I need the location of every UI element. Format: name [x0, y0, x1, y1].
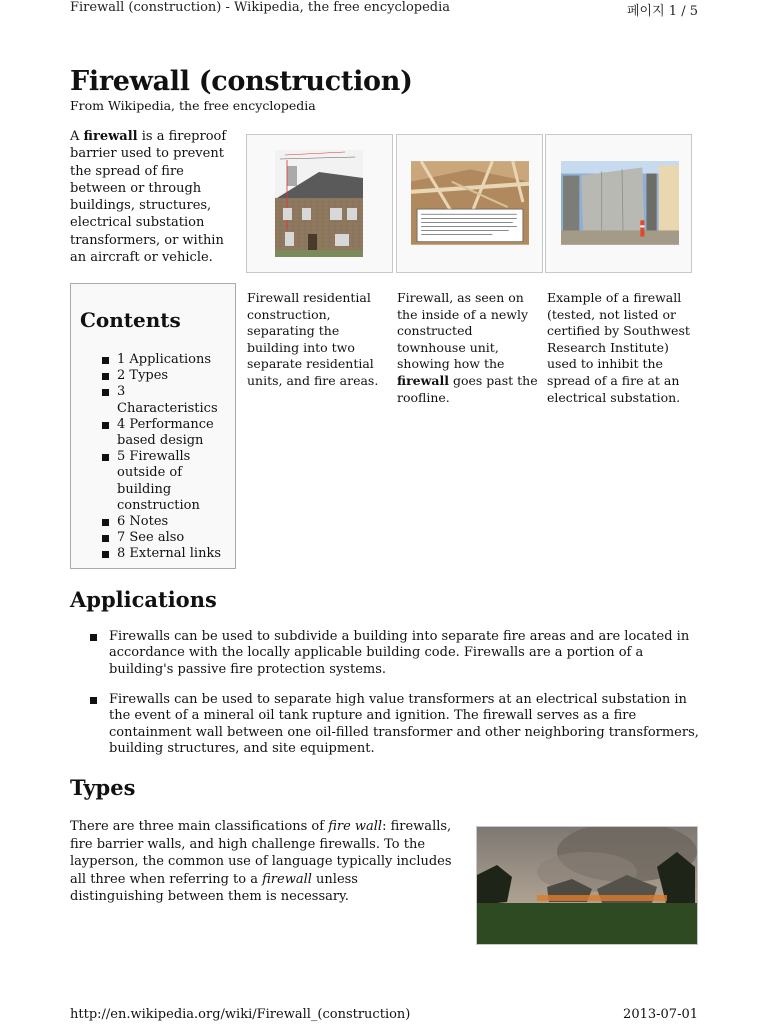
- burning-building-photo: [477, 827, 697, 944]
- thumbnail-fire[interactable]: [476, 826, 698, 945]
- intro-firewall-link[interactable]: firewall: [83, 129, 138, 144]
- caption-substation: Example of a firewall (tested, not listed or certified by Southwest Research Institute) used to inhibit the spread of a fire at an electrical substation.: [547, 290, 690, 405]
- caption-townhouse: Firewall, as seen on the inside of a newly constructed townhouse unit, showing how the firewall goes past the roofline.: [397, 290, 538, 405]
- toc-item-see-also[interactable]: 7 See also: [101, 530, 225, 546]
- print-header-title: Firewall (construction) - Wikipedia, the free encyclopedia: [70, 0, 451, 15]
- toc-item-types[interactable]: 2 Types: [101, 368, 225, 384]
- toc-item-notes[interactable]: 6 Notes: [101, 514, 225, 530]
- intro-paragraph: A firewall is a fireproof barrier used to prevent the spread of fire between or through buildings, structures, electrical substation transformers, or within an aircraft or vehicle.: [70, 129, 227, 266]
- footer-date: 2013-07-01: [623, 1007, 698, 1022]
- list-item: Firewalls can be used to subdivide a building into separate fire areas and are located in accordance with the locally applicable building code. Firewalls are a portion of a building's passive fire protection systems.: [90, 629, 700, 678]
- table-of-contents: [70, 283, 236, 569]
- toc-item-applications[interactable]: 1 Applications: [101, 352, 225, 368]
- caption-residential: Firewall residential construction, separating the building into two separate residential units, and fire areas.: [247, 290, 379, 388]
- house-photo: [275, 150, 363, 257]
- toc-item-characteristics[interactable]: 3 Characteristics: [101, 384, 225, 416]
- thumbnail-residential-firewall[interactable]: [246, 134, 393, 273]
- page-title: Firewall (construction): [70, 66, 413, 97]
- toc-item-performance[interactable]: 4 Performance based design: [101, 417, 225, 449]
- thumbnail-substation-firewall[interactable]: [545, 134, 692, 273]
- page-subtitle: From Wikipedia, the free encyclopedia: [70, 98, 316, 113]
- toc-item-external-links[interactable]: 8 External links: [101, 546, 225, 562]
- footer-url: http://en.wikipedia.org/wiki/Firewall_(construction): [70, 1007, 411, 1022]
- section-heading-applications: Applications: [70, 587, 217, 612]
- page-indicator: 페이지 1 / 5: [627, 4, 698, 19]
- toc-item-outside-construction[interactable]: 5 Firewalls outside of building construction: [101, 449, 225, 514]
- types-paragraph: There are three main classifications of fire wall: firewalls, fire barrier walls, and high challenge firewalls. To the layperson, the common use of language typically includes all three when referring to a firewall unless distinguishing between them is necessary.: [70, 819, 452, 904]
- toc-heading: Contents: [80, 308, 181, 332]
- roof-truss-photo: [411, 161, 529, 245]
- section-heading-types: Types: [70, 775, 136, 800]
- list-item: Firewalls can be used to separate high value transformers at an electrical substation in the event of a mineral oil tank rupture and ignition. The firewall serves as a fire containment wall between one oil-filled transformer and other neighboring transformers, building structures, and site equipment.: [90, 692, 700, 757]
- thumbnail-townhouse-firewall[interactable]: [396, 134, 543, 273]
- substation-photo: [561, 161, 679, 245]
